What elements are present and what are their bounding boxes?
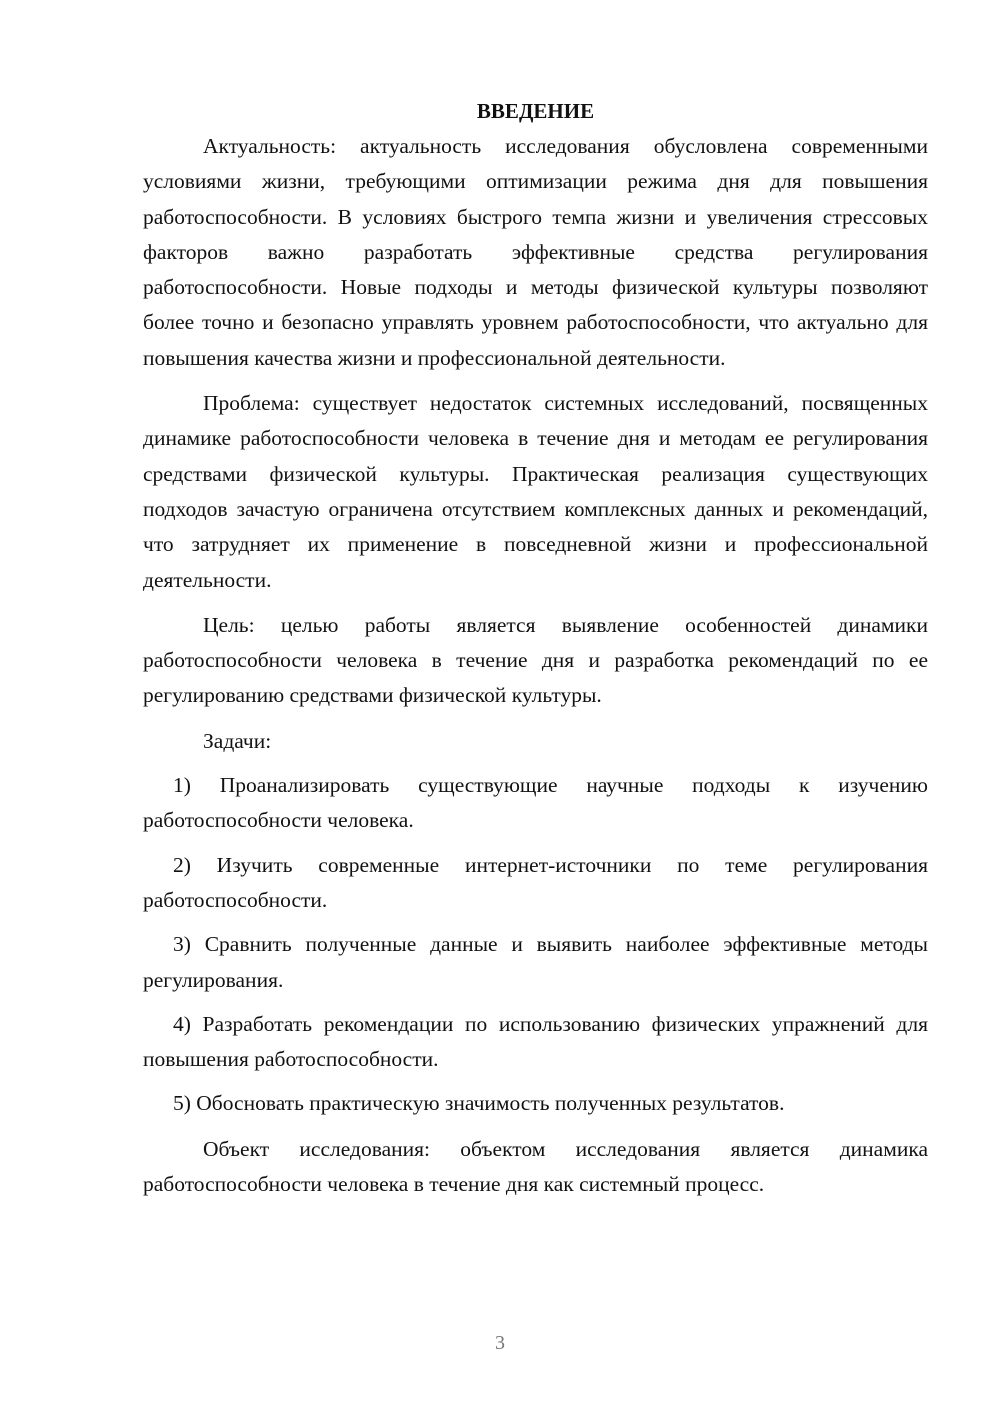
- page-body: [143, 96, 928, 1202]
- object-paragraph: Объект исследования: объектом исследования является динамика работоспособности человека в течение дня как системный процесс.: [143, 1136, 928, 1197]
- section-title: ВВЕДЕНИЕ: [476, 99, 595, 123]
- page-number: 3: [495, 1332, 505, 1354]
- relevance-paragraph: Актуальность: актуальность исследования обусловлена современными условиями жизни, требующими оптимизации режима дня для повышения работоспособности. В условиях быстрого темпа жизни и увеличения стрессовых факторов важно разработать эффективные средства регулирования работоспособности. Новые подходы и методы физической культуры позволяют более точно и безопасно управлять уровнем работоспособности, что актуально для повышения качества жизни и профессиональной деятельности.: [143, 134, 928, 370]
- task-item: 2) Изучить современные интернет-источники по теме регулирования работоспособности.: [143, 852, 928, 912]
- tasks-heading: Задачи:: [203, 728, 272, 753]
- task-item: 1) Проанализировать существующие научные подходы к изучению работоспособности человека.: [143, 773, 928, 833]
- task-item: 4) Разработать рекомендации по использованию физических упражнений для повышения работоспособности.: [143, 1011, 928, 1072]
- goal-paragraph: Цель: целью работы является выявление особенностей динамики работоспособности человека в течение дня и разработка рекомендаций по ее регулированию средствами физической культуры.: [143, 612, 928, 708]
- task-item: 3) Сравнить полученные данные и выявить наиболее эффективные методы регулирования.: [143, 932, 928, 992]
- task-item: 5) Обосновать практическую значимость полученных результатов.: [173, 1091, 785, 1116]
- problem-paragraph: Проблема: существует недостаток системных исследований, посвященных динамике работоспособности человека в течение дня и методам ее регулирования средствами физической культуры. Практическая реализация существующих подходов зачастую ограничена отсутствием комплексных данных и рекомендаций, что затрудняет их применение в повседневной жизни и профессиональной деятельности.: [143, 391, 928, 592]
